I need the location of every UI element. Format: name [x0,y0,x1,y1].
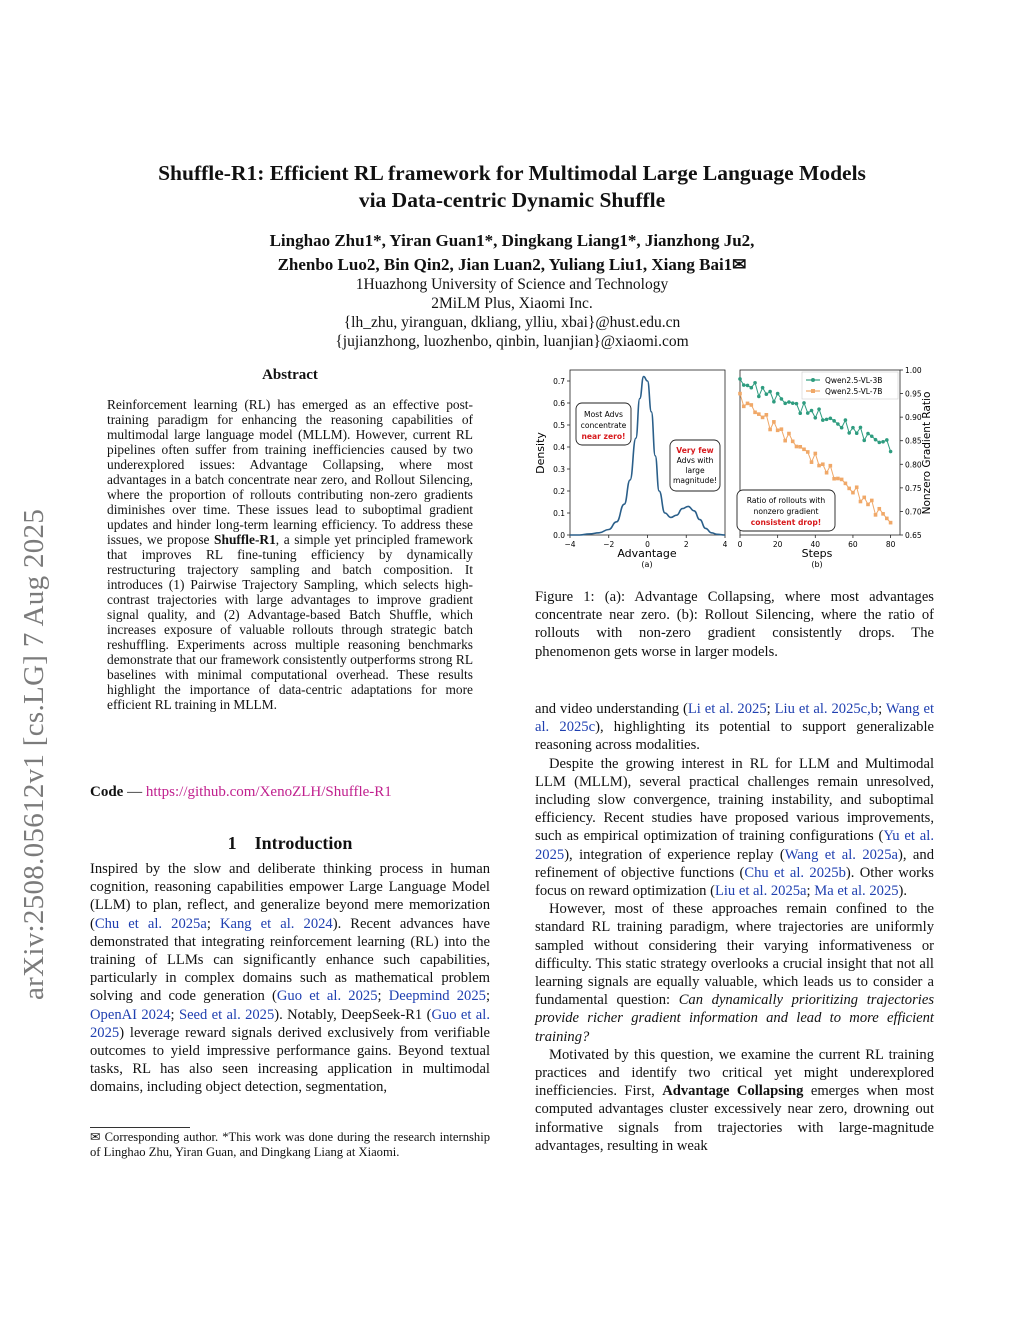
title-line-2: via Data-centric Dynamic Shuffle [358,188,666,212]
series-3b-point [840,426,844,430]
ytick-label: 0.6 [553,399,565,408]
affiliations [0,275,1024,351]
panel-a-label: (a) [641,560,653,569]
right-column-text [535,700,934,1155]
series-3b-point [825,418,829,422]
series-3b-point [783,402,787,406]
affiliation-1: 1Huazhong University of Science and Technology [355,276,669,293]
series-3b-point [817,407,821,411]
callout-large-magnitude-line2: Advs with [676,456,714,465]
ytick-label: 0.85 [905,436,922,446]
legend-label-3b: Qwen2.5-VL-3B [825,376,883,385]
text-run: ), highlighting its potential to support generalizable reasoning across modalities. [535,719,935,754]
series-7b-point [832,477,836,481]
series-3b-point [768,390,772,394]
series-7b-point [855,485,859,489]
callout-near-zero-line1: Most Advs [584,410,623,419]
ytick-label: 0.80 [905,460,922,470]
series-7b-point [829,464,833,468]
ytick-label: 0.2 [553,487,565,496]
series-7b-point [795,445,799,449]
ytick-label: 0.70 [905,507,922,517]
series-7b-point [825,471,829,475]
xtick-label: −4 [564,540,576,549]
citation-link[interactable]: Kang et al. 2024 [219,915,333,932]
series-7b-point [885,517,889,521]
series-7b-point [862,496,866,500]
series-3b-point [851,426,855,430]
series-3b-point [746,384,750,388]
series-3b-point [870,434,874,438]
citation-link[interactable]: Chu et al. 2025b [744,864,846,881]
series-3b-point [761,386,765,390]
series-3b-point [859,426,863,430]
paper-title [0,160,1024,214]
series-3b-point [806,411,810,415]
text-run: ; [766,701,775,717]
ytick-label: 0.1 [553,509,565,518]
authors-line-2: Zhenbo Luo2, Bin Qin2, Jian Luan2, Yuliang Liu1, Xiang Bai1✉ [277,255,747,274]
panel-a-ylabel: Density [534,432,547,474]
series-3b-point [847,431,851,435]
panel-b-xlabel: Steps [801,547,833,560]
abstract-heading: Abstract [262,367,318,383]
series-3b-point [810,409,814,413]
text-run: emerges when most computed advantages cluster excessively near zero, drowning out informative signals from trajectories with large-magnitude advantages, resulting in weak [535,1083,935,1154]
intro-text [90,860,490,1097]
citation-link[interactable]: Guo et al. 2025 [276,988,378,1005]
series-7b-point [877,507,881,511]
citation-link[interactable]: Yu et al. 2025 [535,828,934,863]
citation-link[interactable]: Deepmind 2025 [388,988,486,1005]
abstract-method-name: Shuffle-R1 [214,532,276,547]
xtick-label: 80 [885,540,896,549]
abstract-text-1: Reinforcement learning (RL) has emerged as an effective post-training paradigm for enhancing the reasoning capabilities of multimodal large language model (MLLM). However, current RL pipelines often suffer from training inefficiencies caused by two underexplored issues: Advantage Collapsing, where most advantages in a batch concentrate near zero, and Rollout Silencing, where the proportion of rollouts contributing non-zero gradients diminishes over time. These issues lead to suboptimal gradient updates and hinder long-term learning efficiency. To address these issues, we propose [107,397,473,547]
series-7b-point [817,464,821,468]
figure-caption: Figure 1: (a): Advantage Collapsing, where most advantages concentrate near zero. (b): Rollout Silencing, where the ratio of rollouts with non-zero gradient consistently drops. The phenomenon gets worse in larger models. [535,589,934,660]
footnote: ✉ Corresponding author. *This work was done during the research internship of Linghao Zhu, Yiran Guan, and Dingkang Liang at Xiaomi. [90,1130,490,1159]
series-3b-point [757,395,761,399]
intro-paragraph-1 [90,860,490,1097]
series-3b-point [844,418,848,422]
text-run: ). Recent advances have demonstrated that integrating reinforcement learning (RL) into the training of LLMs can significantly enhance such capabilities, particularly in complex domains such as mathematical problem solving and code generation ( [90,915,491,1005]
text-run: However, most of these approaches remain confined to the standard RL training paradigm, where trajectories are uniformly sampled without considering their varying informativeness or difficulty. This static strategy overlooks a crucial insight that not all learning signals are equally valuable, which leads us to consider a fundamental question: [535,901,934,1009]
series-7b-point [859,500,863,504]
panel-a-xlabel: Advantage [617,547,677,560]
series-7b-point [783,439,787,443]
series-7b-point [772,420,776,424]
series-7b-point [798,445,802,449]
title-line-1: Shuffle-R1: Efficient RL framework for Multimodal Large Language Models [158,161,866,185]
xtick-label: 2 [683,540,689,549]
xtick-label: 4 [722,540,728,549]
series-7b-point [851,491,855,495]
series-7b-point [881,512,885,516]
abstract-text-2: , a simple yet principled framework that improves RL fine-tuning efficiency by dynamically restructuring trajectory sampling and batch composition. It introduces (1) Pairwise Trajectory Sampling, which selects high-contrast trajectories with large advantages to improve gradient signal quality, and (2) Advantage-based Batch Shuffle, which increases exposure of valuable rollouts through strategic batch reshuffling. Experiments across multiple reasoning benchmarks demonstrate that our framework consistently outperforms strong RL baselines with minimal computational overhead. These results highlight the importance of data-centric adaptations for more efficient RL training in MLLM. [107,532,473,712]
series-3b-point [798,411,802,415]
text-run: ; [170,1006,179,1023]
series-7b-point [768,428,772,432]
panel-b [737,366,933,569]
panel-b-yticks [900,366,922,540]
series-7b-point [840,478,844,482]
research-question: Can dynamically prioritizing trajectories provide richer gradient information and lead to more efficient training? [535,992,934,1045]
panel-b-label: (b) [811,560,823,569]
series-7b-point [844,482,848,486]
section-title: Introduction [254,833,353,853]
series-3b-point [802,401,806,405]
email-2: {jujianzhong, luozhenbo, qinbin, luanjian}@xiaomi.com [335,333,689,350]
series-3b-point [821,418,825,422]
callout-large-magnitude-line3: large [685,466,705,475]
code-link[interactable]: https://github.com/XenoZLH/Shuffle-R1 [145,784,392,800]
ytick-label: 0.75 [905,483,922,493]
series-3b-point [836,422,840,426]
ytick-label: 0.4 [553,443,565,452]
legend-label-7b: Qwen2.5-VL-7B [825,387,883,396]
series-7b-point [847,487,851,491]
ytick-label: 0.90 [905,413,922,423]
series-3b-point [832,419,836,423]
citation-link[interactable]: Liu et al. 2025c,b [774,701,879,717]
citation-link[interactable]: Seed et al. 2025 [178,1006,275,1023]
xtick-label: 0 [737,540,743,549]
series-3b-point [749,386,753,390]
affiliation-2: 2MiLM Plus, Xiaomi Inc. [431,295,593,312]
section-heading [90,833,490,854]
section-number: 1 [227,833,237,853]
series-3b-point [855,431,859,435]
series-3b-point [885,438,889,442]
series-3b-point [877,441,881,445]
text-run: ). [898,883,908,900]
series-7b-point [757,412,761,416]
text-run: Despite the growing interest in RL for LLM and Multimodal LLM (MLLM), several practical challenges remain unresolved, including slow convergence, training instability, and suboptimal efficiency. Recent studies have proposed various improvements, such as empirical optimization of training configurations ( [535,755,934,845]
text-run: ; [806,883,815,900]
text-run: Inspired by the slow and deliberate thinking process in human cognition, reasoning capabilities empower Large Language Model (LLM) to plan, reflect, and generalize beyond mere memorization ( [90,861,490,932]
text-run: ), and refinement of objective functions ( [535,846,934,881]
series-3b-point [862,439,866,443]
series-7b-point [810,460,814,464]
series-3b-point [813,416,817,420]
series-7b-point [761,416,765,420]
series-3b-point [795,402,799,406]
email-1: {lh_zhu, yiranguan, dkliang, ylliu, xbai}@hust.edu.cn [343,314,681,331]
series-7b-point [870,499,874,503]
callout-large-magnitude-line4: magnitude! [672,476,718,485]
callout-near-zero-line2: concentrate [580,421,627,430]
citation-link[interactable]: OpenAI 2024 [90,1006,171,1023]
callout-nonzero-line1: Ratio of rollouts with [746,496,826,505]
right-paragraph-3 [535,1046,934,1155]
series-7b-point [738,392,742,396]
text-run: and video understanding ( [535,701,688,717]
series-7b-point [749,403,753,407]
series-7b-point [753,411,757,415]
author-list [0,229,1024,277]
authors-line-1: Linghao Zhu1*, Yiran Guan1*, Dingkang Liang1*, Jianzhong Ju2, [269,231,755,250]
series-3b-point [829,417,833,421]
ytick-label: 1.00 [905,366,922,375]
series-3b-point [787,400,791,404]
xtick-label: −2 [603,540,615,549]
series-3b-point [772,400,776,404]
series-3b-point [874,438,878,442]
series-7b-point [874,513,878,517]
series-7b-point [746,402,750,406]
series-3b-point [738,377,742,381]
right-paragraph-0 [535,700,934,755]
text-run: ). Other works focus on reward optimization ( [535,864,934,900]
ytick-label: 0.3 [553,465,565,474]
text-run: ), integration of experience replay ( [564,846,785,863]
series-3b-point [776,392,780,396]
code-label: Code [90,784,124,800]
callout-nonzero-line3: consistent drop! [750,518,822,527]
callout-nonzero-line2: nonzero gradient [753,507,819,516]
citation-link[interactable]: Liu et al. 2025a [714,883,807,900]
series-7b-point [889,521,893,525]
term-advantage-collapsing: Advantage Collapsing [662,1083,804,1100]
arxiv-stamp: arXiv:2508.05612v1 [cs.LG] 7 Aug 2025 [18,508,50,1000]
panel-a [534,370,728,569]
callout-near-zero-line3: near zero! [581,432,626,441]
text-run: ) leverage reward signals derived exclusively from verifiable outcomes to yield impressive performance gains. Beyond textual tasks, RL has also seen increasing application in multimodal domains, including object detection, segmentation, [90,1024,490,1096]
text-run: ; [206,915,220,932]
right-paragraph-1 [535,755,934,901]
code-dash: — [123,784,146,800]
citation-link[interactable]: Li et al. 2025 [687,701,767,717]
ytick-label: 0.5 [553,421,565,430]
series-3b-point [742,383,746,387]
text-run: ; [377,988,389,1005]
series-7b-point [791,440,795,444]
series-7b-point [836,477,840,481]
xtick-label: 40 [810,540,821,549]
ytick-label: 0.65 [905,531,922,540]
citation-link[interactable]: Wang et al. 2025a [784,846,898,863]
citation-link[interactable]: Wang et al. 2025c [535,701,935,736]
series-3b-point [791,401,795,405]
series-7b-point [813,452,817,456]
figure-1 [530,363,940,578]
callout-large-magnitude-line1: Very few [676,446,714,455]
series-3b-point [866,432,870,436]
ytick-label: 0.0 [553,531,565,540]
xtick-label: 60 [848,540,858,549]
text-run: ). Notably, DeepSeek-R1 ( [274,1006,432,1023]
code-line [90,784,490,801]
series-3b-point [765,392,769,396]
text-run: Motivated by this question, we examine the current RL training practices and identify two critical yet might underexplored inefficiencies. First, [535,1046,934,1100]
abstract-text [107,397,473,712]
series-7b-point [866,503,870,507]
legend-marker-3b [811,378,815,382]
series-7b-point [787,432,791,436]
series-7b-point [802,447,806,451]
right-paragraph-2 [535,900,934,1046]
citation-link[interactable]: Chu et al. 2025a [94,915,207,932]
ytick-label: 0.95 [905,389,922,399]
xtick-label: 20 [772,540,783,549]
series-7b-point [742,405,746,409]
series-3b-point [881,440,885,444]
series-3b-point [889,450,893,454]
series-3b-point [753,381,757,385]
series-7b-point [821,462,825,466]
panel-b-ylabel: Nonzero Gradient Ratio [921,391,933,515]
citation-link[interactable]: Guo et al. 2025 [90,1006,490,1041]
series-7b-point [780,427,784,431]
panel-a-yticks [553,377,570,540]
text-run: ; [878,701,886,717]
text-run: ; [485,988,491,1005]
footnote-rule [90,1127,190,1128]
series-7b-point [776,429,780,433]
series-3b-point [780,397,784,401]
series-7b-point [806,450,810,454]
xtick-label: 0 [645,540,650,549]
series-7b-point [765,413,769,417]
legend-marker-7b [811,389,815,393]
citation-link[interactable]: Ma et al. 2025 [814,883,899,900]
ytick-label: 0.7 [553,377,565,386]
